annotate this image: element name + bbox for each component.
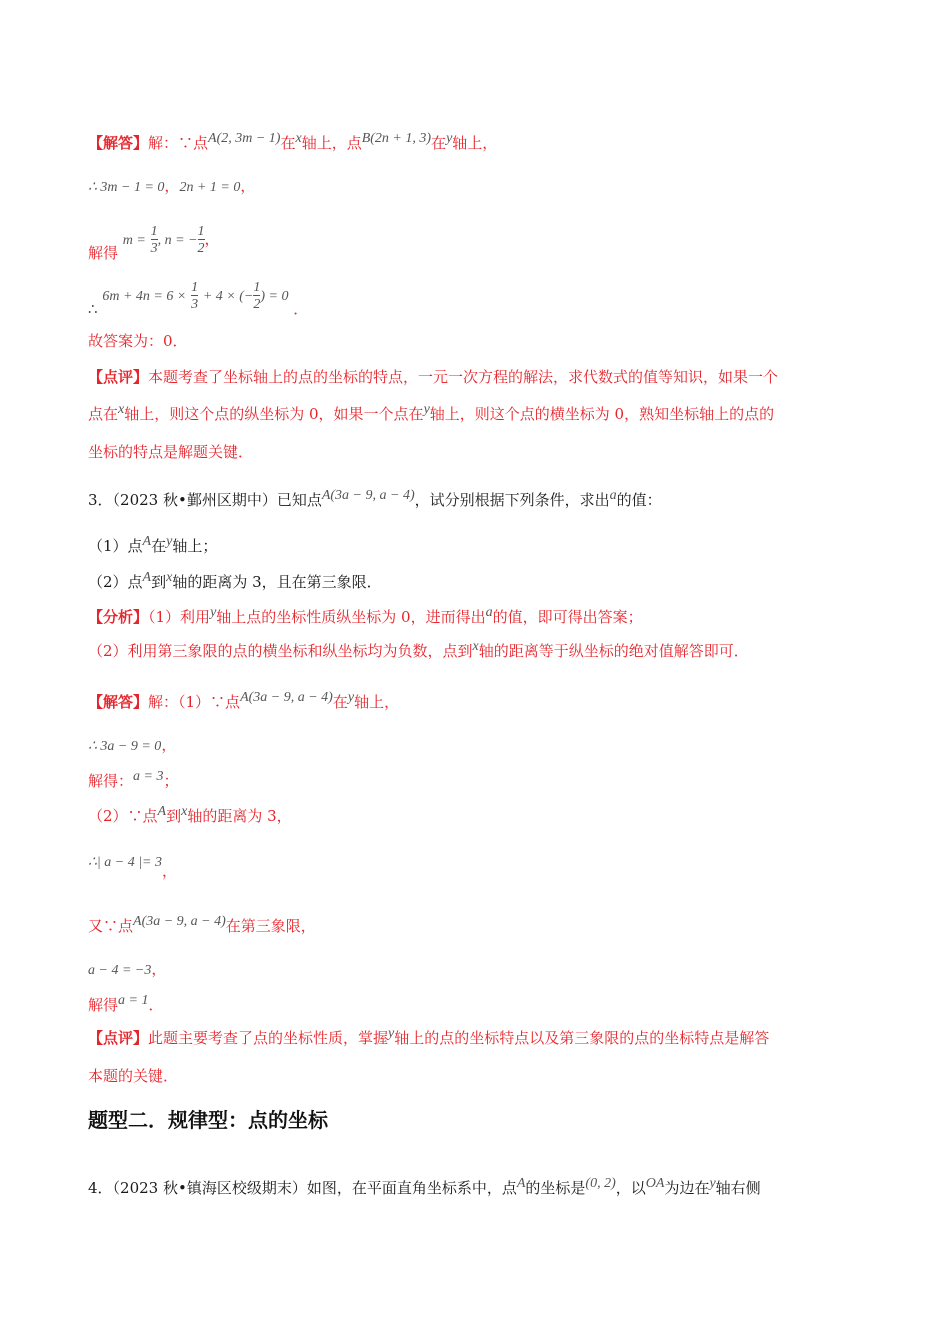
math: , n = − (157, 233, 198, 248)
text: ∴ (88, 300, 98, 318)
text: ， (151, 960, 167, 978)
text: （2）点 (88, 573, 143, 591)
text: 轴上， (354, 693, 400, 711)
text: 1 (191, 280, 199, 295)
text: 轴上点的坐标性质纵坐标为 0，进而得出 (216, 608, 486, 626)
text: （1）点 (88, 537, 143, 555)
text: 轴上； (172, 537, 218, 555)
math: (0, 2) (585, 1176, 616, 1191)
text: 的值： (616, 491, 662, 509)
text: 轴上， (452, 134, 498, 152)
solved-label: 解得 (88, 244, 119, 262)
p3-condition-2 (88, 572, 382, 594)
p2-answer: 故答案为：0． (88, 332, 188, 350)
p2-calculation (88, 280, 309, 318)
text: 1 (253, 280, 261, 295)
p3-analysis-2 (88, 641, 749, 663)
text: 在 (280, 134, 296, 152)
math-point-a: A(2, 3m − 1) (208, 131, 281, 146)
math: y (210, 605, 217, 620)
analysis-tag: 【分析】 (88, 608, 149, 626)
math: x (118, 402, 125, 417)
math: y (347, 690, 355, 705)
text: 为边在 (664, 1179, 710, 1197)
math: x (181, 804, 188, 819)
text: 轴的距离为 3，且在第三象限． (172, 573, 382, 591)
math: ∴ 3a − 9 = 0 (88, 739, 162, 754)
math: ) = 0 (260, 289, 289, 304)
text: ， (162, 862, 178, 880)
math: 6m + 4n = 6 × (102, 289, 187, 304)
text: 3 (191, 297, 199, 312)
math: a = 3 (133, 769, 164, 784)
p3-condition-1 (88, 536, 217, 558)
math: A (142, 570, 152, 585)
math-point-b: B(2n + 1, 3) (361, 131, 432, 146)
math: A (157, 804, 167, 819)
math: A (516, 1176, 526, 1191)
p3-solve-7 (88, 959, 166, 981)
math: A (142, 534, 152, 549)
text: ，试分别根据下列条件，求出 (414, 491, 610, 509)
math: a (609, 488, 617, 503)
p2-solve-line-1 (88, 133, 497, 155)
text: ，以 (615, 1179, 646, 1197)
text: 在 (431, 134, 447, 152)
text: ， (204, 230, 220, 248)
math: A(3a − 9, a − 4) (133, 914, 226, 929)
text: 4．（2023 秋•镇海区校级期末）如图，在平面直角坐标系中，点 (88, 1179, 517, 1197)
text: 解得： (88, 772, 134, 790)
text: 3 (150, 241, 158, 256)
p3-solve-3 (88, 771, 178, 793)
text: 1 (197, 224, 205, 239)
text: 轴的距离为 3， (187, 807, 292, 825)
math: OA (645, 1176, 665, 1191)
eq-2: 2n + 1 = 0 (179, 180, 241, 195)
text: ， (240, 177, 256, 195)
math: y (709, 1176, 716, 1191)
math: A(3a − 9, a − 4) (321, 488, 415, 503)
eq-1: ∴ 3m − 1 = 0 (88, 180, 165, 195)
comment-tag: 【点评】 (88, 1029, 149, 1047)
p3-solve-6 (88, 916, 316, 938)
text: 轴上，点 (301, 134, 362, 152)
p2-comment (88, 359, 868, 471)
text: ， (161, 736, 177, 754)
solve-tag: 【解答】 (88, 693, 149, 711)
text: 在第三象限， (225, 917, 316, 935)
math: a = 1 (118, 993, 149, 1008)
text: 解得 (88, 996, 119, 1014)
text: 本题的关键． (88, 1067, 179, 1085)
math-x: x (295, 131, 302, 146)
text: 解：（1）∵点 (148, 693, 241, 711)
text: 轴上，则这个点的纵坐标为 0，如果一个点在 (124, 405, 424, 423)
math: y (388, 1026, 395, 1041)
math-y: y (446, 131, 453, 146)
math: y (423, 402, 430, 417)
text: 点在 (88, 405, 119, 423)
p3-comment (88, 1020, 868, 1095)
text: 3．（2023 秋•鄞州区期中）已知点 (88, 491, 322, 509)
math: + 4 × (− (202, 289, 254, 304)
text: （1）利用 (148, 608, 211, 626)
math: y (166, 534, 173, 549)
math: x (166, 570, 173, 585)
text: 在 (151, 537, 167, 555)
section-title: 题型二．规律型：点的坐标 (88, 1108, 328, 1132)
text: 2 (197, 241, 205, 256)
p2-equations (88, 176, 255, 198)
text: 2 (253, 297, 261, 312)
text: 到 (151, 573, 167, 591)
text: （2）∵点 (88, 807, 158, 825)
p3-solve-4 (88, 806, 292, 828)
math: ∴| a − 4 |= 3 (88, 855, 162, 870)
text: 此题主要考查了点的坐标性质，掌握 (148, 1029, 389, 1047)
p3-question (88, 490, 662, 512)
text: 轴上，则这个点的横坐标为 0，熟知坐标轴上的点的 (429, 405, 775, 423)
math: A(3a − 9, a − 4) (240, 690, 333, 705)
text: ． (148, 996, 164, 1014)
math: a − 4 = −3 (88, 963, 152, 978)
text: ； (163, 772, 179, 790)
text: 的值，即可得出答案； (492, 608, 643, 626)
comment-tag: 【点评】 (88, 368, 149, 386)
p3-solve-1 (88, 692, 399, 714)
p3-solve-8 (88, 995, 163, 1017)
fraction-1-3 (151, 224, 158, 256)
text: 到 (166, 807, 182, 825)
math: m = (122, 233, 146, 248)
p3-analysis-1 (88, 607, 643, 629)
math: x (472, 639, 479, 654)
text: （2）利用第三象限的点的横坐标和纵坐标均为负数，点到 (88, 642, 473, 660)
text: 轴的距离等于纵坐标的绝对值解答即可． (478, 642, 749, 660)
solve-tag: 【解答】 (88, 134, 149, 152)
text: 的坐标是 (525, 1179, 586, 1197)
fraction-1-3 (191, 280, 198, 312)
text: 又∵点 (88, 917, 134, 935)
text: 解：∵点 (148, 134, 209, 152)
math: a (485, 605, 493, 620)
text: 在 (332, 693, 348, 711)
fraction-1-2 (198, 224, 205, 256)
text: 轴右侧 (715, 1179, 761, 1197)
text: 坐标的特点是解题关键． (88, 443, 254, 461)
text: ． (293, 300, 309, 318)
text: 本题考查了坐标轴上的点的坐标的特点，一元一次方程的解法，求代数式的值等知识，如果一个 (148, 368, 779, 386)
text: 1 (150, 224, 158, 239)
text: ， (164, 177, 180, 195)
text: 轴上的点的坐标特点以及第三象限的点的坐标特点是解答 (394, 1029, 770, 1047)
p2-solution-values (88, 224, 220, 262)
p3-solve-2 (88, 735, 176, 757)
p3-solve-5 (88, 851, 178, 880)
p4-question (88, 1178, 761, 1200)
